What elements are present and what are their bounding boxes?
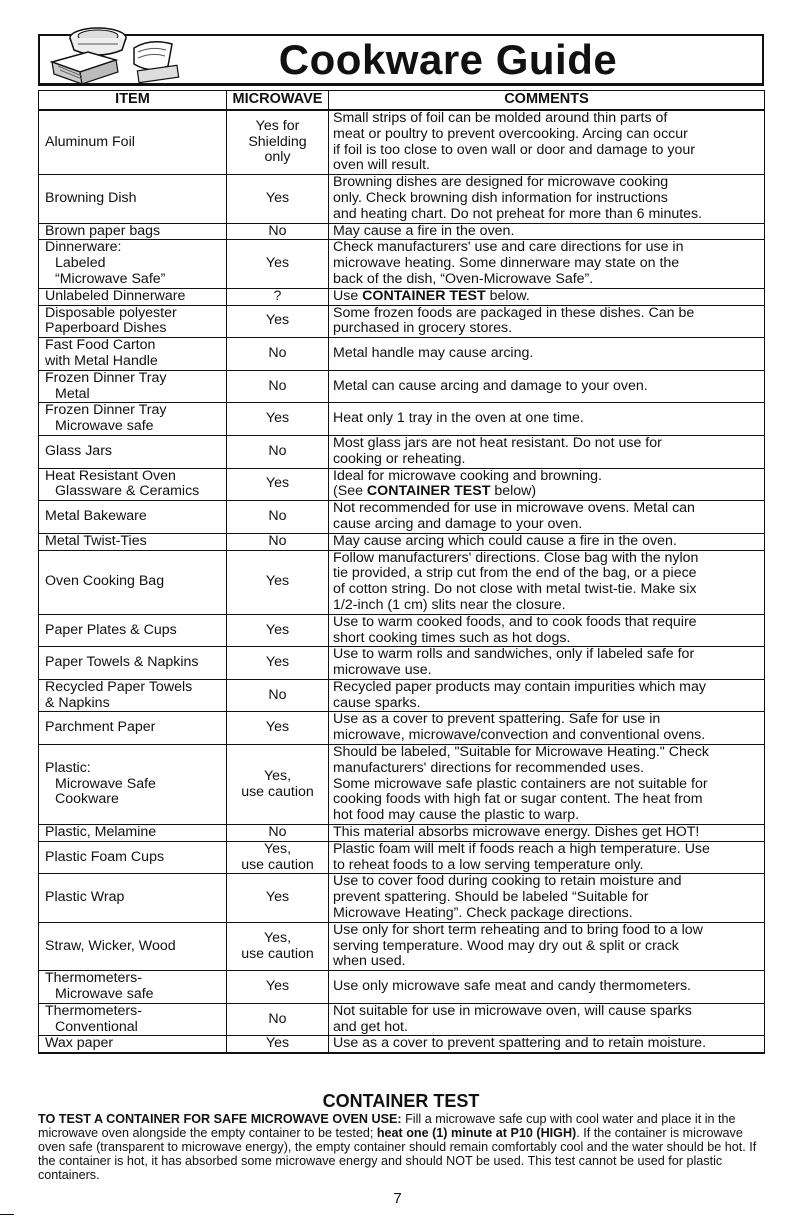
comments-cell [329, 468, 765, 501]
microwave-cell [227, 874, 329, 922]
page-title: Cookware Guide [278, 36, 618, 83]
item-line: Plastic: [45, 759, 91, 776]
comments-line: Most glass jars are not heat resistant. Do not use for [333, 434, 662, 451]
microwave-cell [227, 403, 329, 436]
microwave-cell [227, 712, 329, 745]
table-row [39, 338, 765, 371]
item-cell [39, 288, 227, 305]
table-row [39, 501, 765, 534]
item-cell [39, 971, 227, 1004]
comments-line: oven will result. [333, 157, 430, 174]
table-row [39, 468, 765, 501]
microwave-line: No [268, 222, 287, 239]
page-number: 7 [393, 1190, 402, 1207]
container-test-text [38, 1112, 764, 1182]
comments-cell [329, 533, 765, 550]
item-line: Glass Jars [45, 442, 113, 459]
table-row [39, 1036, 765, 1053]
comments-line: only. Check browning dish information for instructions [333, 189, 668, 206]
item-line: & Napkins [45, 694, 110, 711]
comments-line: cause sparks. [333, 694, 421, 711]
table-row [39, 370, 765, 403]
microwave-line: Yes [265, 621, 290, 638]
comments-line: Recycled paper products may contain impurities which may [333, 678, 706, 695]
table-row [39, 223, 765, 240]
comments-cell [329, 370, 765, 403]
comments-cell [329, 825, 765, 842]
table-row [39, 240, 765, 288]
comments-line: Check manufacturers' use and care directions for use in [333, 239, 684, 256]
comments-line: when used. [333, 953, 406, 970]
item-cell [39, 1003, 227, 1036]
item-cell [39, 501, 227, 534]
header-item: ITEM [39, 91, 227, 111]
microwave-line: Yes, [263, 840, 292, 857]
item-cell [39, 679, 227, 712]
microwave-line: No [268, 686, 287, 703]
comments-cell [329, 288, 765, 305]
item-line: Labeled [55, 255, 106, 272]
item-cell [39, 338, 227, 371]
table-row [39, 533, 765, 550]
comments-line: cooking or reheating. [333, 450, 466, 467]
item-cell [39, 647, 227, 680]
microwave-cell [227, 435, 329, 468]
item-cell [39, 745, 227, 825]
comments-line: Use CONTAINER TEST below. [333, 287, 530, 304]
microwave-cell [227, 825, 329, 842]
microwave-line: use caution [241, 856, 314, 873]
comments-line: Some frozen foods are packaged in these dishes. Can be [333, 304, 695, 321]
comments-line: Not suitable for use in microwave oven, will cause sparks [333, 1002, 692, 1019]
comments-line: (See CONTAINER TEST below) [333, 483, 537, 500]
container-test-text1: Fill a microwave safe cup with cool water and place it in the microwave oven alongside the empty container to be tested; [38, 1112, 736, 1140]
comments-cell [329, 614, 765, 647]
comments-line: Not recommended for use in microwave ovens. Metal can [333, 500, 695, 517]
comments-cell [329, 745, 765, 825]
comments-line: back of the dish, “Oven-Microwave Safe”. [333, 270, 594, 287]
item-line: Paper Plates & Cups [45, 621, 177, 638]
comments-line: microwave heating. Some dinnerware may state on the [333, 255, 680, 272]
comments-cell [329, 874, 765, 922]
comments-line: Metal can cause arcing and damage to your oven. [333, 377, 648, 394]
table-row [39, 841, 765, 874]
microwave-line: Yes [265, 889, 290, 906]
comments-cell [329, 435, 765, 468]
table-body [39, 110, 765, 1053]
corner-mark [0, 1214, 14, 1215]
comments-line: if foil is too close to oven wall or door and damage to your [333, 141, 695, 158]
comments-line: purchased in grocery stores. [333, 320, 513, 337]
microwave-line: Yes [265, 719, 290, 736]
microwave-line: No [268, 508, 287, 525]
comments-line: Browning dishes are designed for microwave cooking [333, 174, 669, 191]
item-line: Heat Resistant Oven [45, 467, 176, 484]
microwave-cell [227, 468, 329, 501]
item-cell [39, 435, 227, 468]
item-cell [39, 533, 227, 550]
table-row [39, 175, 765, 223]
microwave-cell [227, 1036, 329, 1053]
item-line: “Microwave Safe” [55, 270, 166, 287]
table-row [39, 874, 765, 922]
table-row [39, 403, 765, 436]
item-line: Metal Bakeware [45, 508, 147, 525]
item-line: Parchment Paper [45, 719, 156, 736]
item-line: Brown paper bags [45, 222, 161, 239]
comments-line: Heat only 1 tray in the oven at one time. [333, 410, 584, 427]
comments-line: May cause arcing which could cause a fire in the oven. [333, 532, 677, 549]
microwave-cell [227, 745, 329, 825]
comments-line: Use as a cover to prevent spattering. Safe for use in [333, 711, 661, 728]
item-line: Straw, Wicker, Wood [45, 937, 176, 954]
item-line: Dinnerware: [45, 239, 122, 256]
microwave-line: Yes [265, 1035, 290, 1052]
header-microwave: MICROWAVE [227, 91, 329, 111]
comments-line: manufacturers' directions for recommended uses. [333, 759, 645, 776]
comments-cell [329, 110, 765, 175]
item-line: Browning Dish [45, 189, 137, 206]
microwave-cell [227, 305, 329, 338]
item-line: Unlabeled Dinnerware [45, 287, 186, 304]
item-cell [39, 550, 227, 614]
container-test-text2: . If the container is microwave oven safe (transparent to microwave energy), the empty container should remain comfortably cool and the water should be hot. If the container is hot, it has absorbed some microwave energy and should NOT be used. This test cannot be used for plastic containers. [38, 1126, 757, 1182]
comments-line: prevent spattering. Should be labeled “Suitable for [333, 889, 649, 906]
comments-cell [329, 971, 765, 1004]
comments-line: microwave use. [333, 662, 432, 679]
microwave-cell [227, 338, 329, 371]
item-line: Wax paper [45, 1035, 114, 1052]
comments-cell [329, 501, 765, 534]
microwave-cell [227, 288, 329, 305]
comments-line: This material absorbs microwave energy. Dishes get HOT! [333, 824, 700, 841]
comments-line: Plastic foam will melt if foods reach a high temperature. Use [333, 840, 710, 857]
microwave-line: Yes [265, 573, 290, 590]
comments-line: Use only for short term reheating and to bring food to a low [333, 921, 703, 938]
comments-line: cooking foods with high fat or sugar content. The heat from [333, 791, 703, 808]
container-test-title: CONTAINER TEST [322, 1091, 480, 1111]
item-line: Glassware & Ceramics [55, 483, 200, 500]
container-test-lead: TO TEST A CONTAINER FOR SAFE MICROWAVE OVEN USE: [38, 1112, 402, 1126]
comments-line: Use only microwave safe meat and candy thermometers. [333, 978, 691, 995]
comments-cell [329, 338, 765, 371]
comments-cell [329, 712, 765, 745]
table-row [39, 647, 765, 680]
comments-line: May cause a fire in the oven. [333, 222, 515, 239]
microwave-cell [227, 240, 329, 288]
item-line: Frozen Dinner Tray [45, 369, 167, 386]
microwave-line: No [268, 532, 287, 549]
comments-line: Follow manufacturers' directions. Close bag with the nylon [333, 549, 699, 566]
comments-line: Microwave Heating”. Check package directions. [333, 905, 633, 922]
item-line: Frozen Dinner Tray [45, 402, 167, 419]
comments-line: to reheat foods to a low serving temperature only. [333, 856, 644, 873]
microwave-line: Yes for [255, 117, 300, 134]
comments-line: cause arcing and damage to your oven. [333, 515, 583, 532]
item-line: Plastic, Melamine [45, 824, 157, 841]
microwave-cell [227, 175, 329, 223]
item-line: Metal [55, 385, 90, 402]
comments-cell [329, 1036, 765, 1053]
container-test-section [38, 1092, 764, 1182]
comments-line: Some microwave safe plastic containers are not suitable for [333, 775, 708, 792]
item-line: Cookware [55, 791, 119, 808]
microwave-line: No [268, 824, 287, 841]
comments-line: Ideal for microwave cooking and browning. [333, 467, 602, 484]
comments-cell [329, 647, 765, 680]
table-row [39, 745, 765, 825]
comments-line: serving temperature. Wood may dry out & split or crack [333, 937, 679, 954]
container-test-bold: heat one (1) minute at P10 (HIGH) [376, 1126, 577, 1140]
microwave-line: No [268, 377, 287, 394]
item-cell [39, 614, 227, 647]
comments-line: Use to warm rolls and sandwiches, only if labeled safe for [333, 646, 695, 663]
comments-line: of cotton string. Do not close with metal twist-tie. Make six [333, 581, 697, 598]
microwave-cell [227, 614, 329, 647]
item-line: Recycled Paper Towels [45, 678, 193, 695]
page-header [38, 18, 764, 86]
microwave-cell [227, 679, 329, 712]
comments-line: Should be labeled, "Suitable for Microwave Heating." Check [333, 744, 710, 761]
item-line: Disposable polyester [45, 304, 177, 321]
microwave-cell [227, 370, 329, 403]
item-line: Microwave safe [55, 986, 154, 1003]
microwave-line: Yes [265, 189, 290, 206]
item-cell [39, 712, 227, 745]
comments-cell [329, 175, 765, 223]
comments-line: Use to cover food during cooking to retain moisture and [333, 873, 682, 890]
item-line: Microwave safe [55, 418, 154, 435]
microwave-cell [227, 647, 329, 680]
item-cell [39, 240, 227, 288]
comments-cell [329, 305, 765, 338]
microwave-line: Yes, [263, 929, 292, 946]
microwave-line: Yes [265, 475, 290, 492]
table-row [39, 679, 765, 712]
item-cell [39, 370, 227, 403]
comments-line: Use to warm cooked foods, and to cook foods that require [333, 613, 697, 630]
item-cell [39, 175, 227, 223]
item-cell [39, 1036, 227, 1053]
item-cell [39, 841, 227, 874]
item-line: Oven Cooking Bag [45, 573, 165, 590]
comments-line: meat or poultry to prevent overcooking. Arcing can occur [333, 125, 688, 142]
comments-cell [329, 550, 765, 614]
table-row [39, 110, 765, 175]
item-cell [39, 305, 227, 338]
microwave-line: only [264, 149, 291, 166]
microwave-line: ? [273, 287, 282, 304]
comments-line: and get hot. [333, 1018, 408, 1035]
table-row [39, 305, 765, 338]
table-row [39, 712, 765, 745]
table-row [39, 288, 765, 305]
microwave-line: use caution [241, 945, 314, 962]
microwave-line: Yes [265, 654, 290, 671]
microwave-cell [227, 1003, 329, 1036]
microwave-line: Shielding [248, 133, 307, 150]
item-line: Plastic Foam Cups [45, 848, 165, 865]
table-row [39, 971, 765, 1004]
comments-cell [329, 922, 765, 970]
microwave-line: Yes [265, 410, 290, 427]
comments-line: short cooking times such as hot dogs. [333, 629, 571, 646]
microwave-line: No [268, 345, 287, 362]
comments-cell [329, 841, 765, 874]
comments-cell [329, 223, 765, 240]
item-cell [39, 874, 227, 922]
table-row [39, 825, 765, 842]
comments-line: and heating chart. Do not preheat for more than 6 minutes. [333, 205, 703, 222]
comments-line: 1/2-inch (1 cm) slits near the closure. [333, 596, 566, 613]
table-row [39, 550, 765, 614]
item-cell [39, 223, 227, 240]
comments-line: hot food may cause the plastic to warp. [333, 807, 580, 824]
item-line: Aluminum Foil [45, 133, 135, 150]
cookware-table [38, 90, 765, 1054]
microwave-line: Yes [265, 312, 290, 329]
comments-cell [329, 403, 765, 436]
item-line: Thermometers- [45, 970, 142, 987]
comments-line: tie provided, a strip cut from the end of the bag, or a piece [333, 565, 697, 582]
comments-cell [329, 240, 765, 288]
microwave-cell [227, 841, 329, 874]
microwave-cell [227, 223, 329, 240]
item-line: Thermometers- [45, 1002, 142, 1019]
microwave-line: No [268, 442, 287, 459]
comments-cell [329, 1003, 765, 1036]
table-row [39, 435, 765, 468]
item-line: Paperboard Dishes [45, 320, 167, 337]
item-line: Metal Twist-Ties [45, 532, 147, 549]
item-line: Conventional [55, 1018, 138, 1035]
item-cell [39, 403, 227, 436]
microwave-line: Yes, [263, 767, 292, 784]
microwave-cell [227, 550, 329, 614]
table-row [39, 922, 765, 970]
header-comments: COMMENTS [329, 91, 765, 111]
table-header-row [39, 91, 765, 111]
item-line: Microwave Safe [55, 775, 156, 792]
item-line: Fast Food Carton [45, 337, 156, 354]
microwave-line: use caution [241, 783, 314, 800]
microwave-cell [227, 533, 329, 550]
microwave-cell [227, 501, 329, 534]
microwave-cell [227, 971, 329, 1004]
table-row [39, 614, 765, 647]
comments-line: Metal handle may cause arcing. [333, 345, 534, 362]
item-cell [39, 922, 227, 970]
microwave-line: Yes [265, 255, 290, 272]
microwave-cell [227, 110, 329, 175]
item-line: Paper Towels & Napkins [45, 654, 199, 671]
microwave-cell [227, 922, 329, 970]
cookware-illustration-icon [38, 18, 188, 86]
item-line: Plastic Wrap [45, 889, 125, 906]
item-line: with Metal Handle [45, 352, 158, 369]
microwave-line: Yes [265, 978, 290, 995]
microwave-line: No [268, 1010, 287, 1027]
item-cell [39, 110, 227, 175]
item-cell [39, 825, 227, 842]
comments-line: microwave, microwave/convection and conventional ovens. [333, 727, 706, 744]
comments-cell [329, 679, 765, 712]
item-cell [39, 468, 227, 501]
comments-line: Use as a cover to prevent spattering and to retain moisture. [333, 1035, 707, 1052]
table-row [39, 1003, 765, 1036]
comments-line: Small strips of foil can be molded around thin parts of [333, 110, 668, 126]
